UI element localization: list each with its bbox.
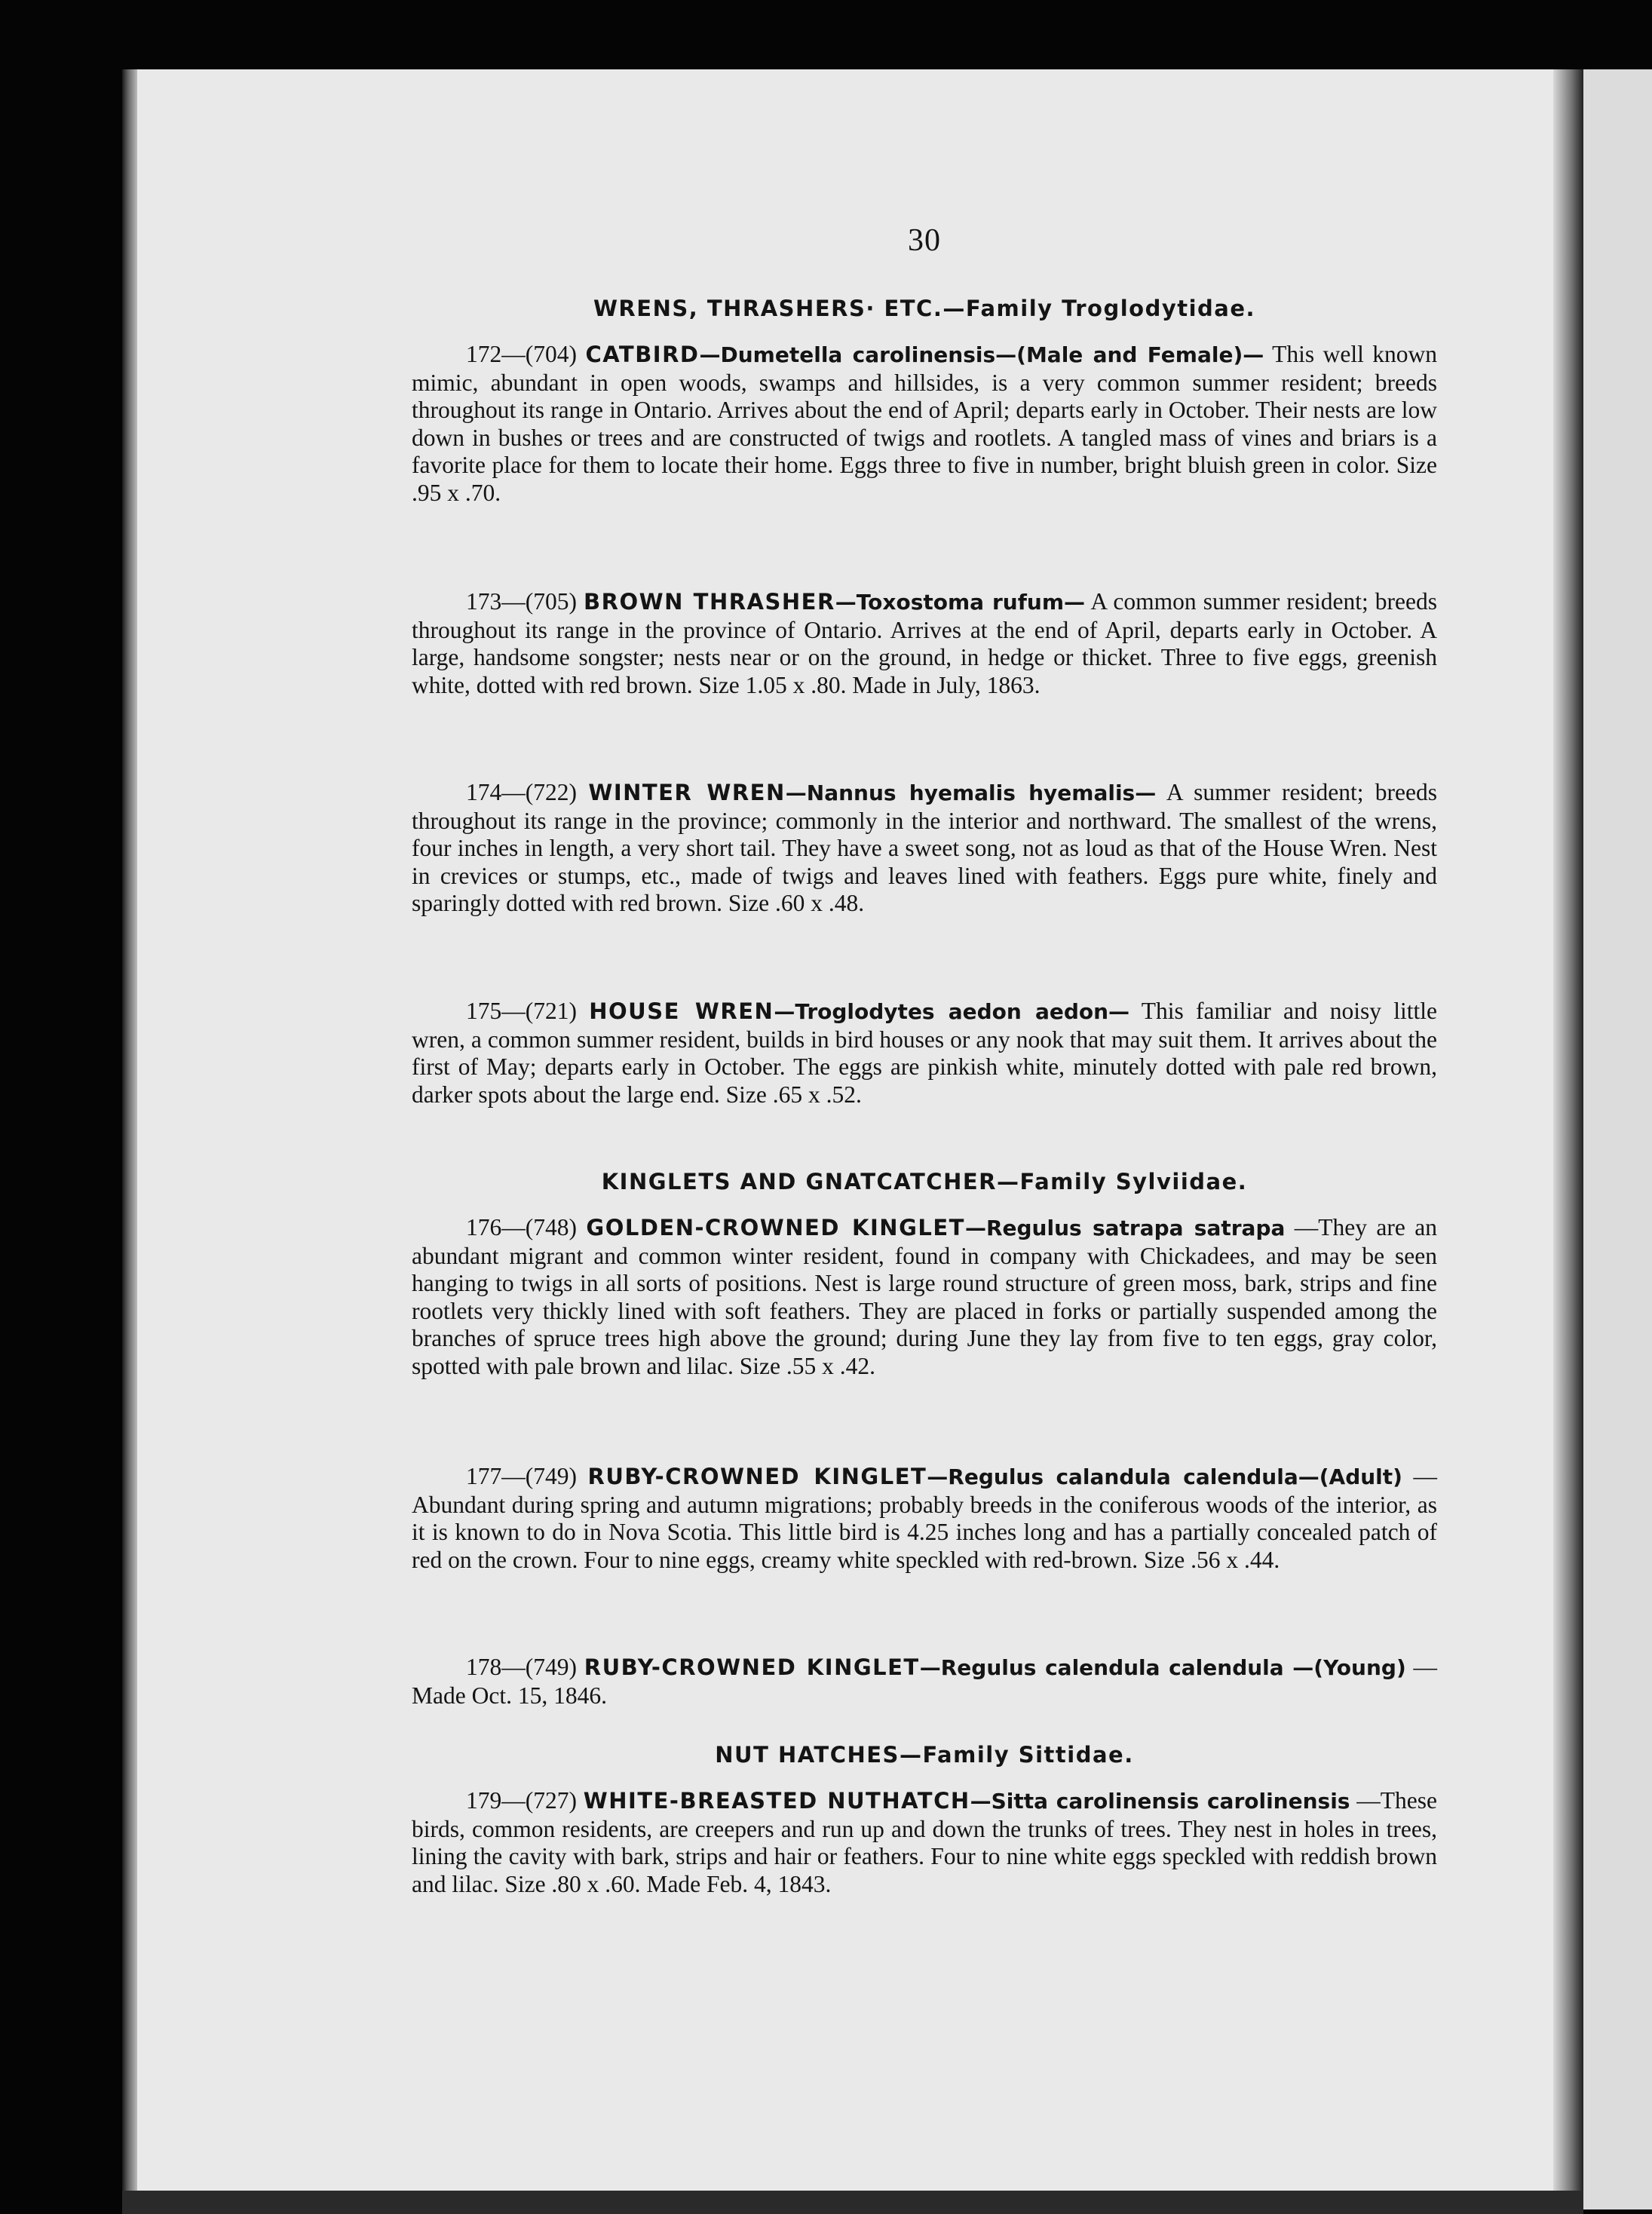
page-number: 30 bbox=[908, 223, 941, 258]
scientific-name: —Regulus satrapa satrapa bbox=[964, 1216, 1286, 1240]
catalog-entry bbox=[412, 1214, 1437, 1380]
section-heading: NUT HATCHES—Family Sittidae. bbox=[715, 1742, 1134, 1768]
catalog-entry bbox=[412, 998, 1437, 1109]
page-bottom-edge bbox=[122, 2191, 1583, 2214]
entry-description: —Made Oct. 15, 1846. bbox=[412, 1654, 1438, 1709]
bird-name: WINTER WREN bbox=[588, 780, 786, 805]
page-gutter bbox=[1553, 69, 1583, 2209]
entry-number: 174—(722) bbox=[466, 779, 577, 805]
catalog-entry bbox=[412, 779, 1437, 918]
entry-description: This well known mimic, abundant in open woods, swamps and hillsides, is a very common summer resident; breeds throughout its range in Ontario. Arrives about the end of April; departs early in October. Their nests are low down in bushes or trees and are constructed of twigs and rootlets. A tangled mass of vines and briars is a favorite place for them to locate their home. Eggs three to five in number, bright bluish green in color. Size .95 x .70. bbox=[412, 341, 1438, 506]
entry-description: This familiar and noisy little wren, a common summer resident, builds in bird houses or any nook that may suit them. It arrives about the first of May; departs early in October. The eggs are pinkish white, minutely dotted with pale red brown, darker spots about the large end. Size .65 x .52. bbox=[412, 998, 1437, 1108]
catalog-entry bbox=[412, 1654, 1437, 1710]
catalog-entry bbox=[412, 588, 1437, 699]
bird-name: WHITE-BREASTED NUTHATCH bbox=[583, 1788, 970, 1814]
entry-description: A common summer resident; breeds throughout its range in the province of Ontario. Arrives at the end of April, departs early in October. A large, handsome songster; nests near or on the ground, in hedge or thicket. Three to five eggs, greenish white, dotted with red brown. Size 1.05 x .80. Made in July, 1863. bbox=[412, 588, 1437, 698]
bird-name: CATBIRD bbox=[585, 342, 700, 367]
section-heading: WRENS, THRASHERS· ETC.—Family Troglodytidae. bbox=[593, 296, 1256, 321]
section-heading: KINGLETS AND GNATCATCHER—Family Sylviidae. bbox=[601, 1169, 1248, 1194]
entry-description: —They are an abundant migrant and common winter resident, found in company with Chickadees, and may be seen hanging to twigs in all sorts of positions. Nest is large round structure of green moss, bark, strips and fine rootlets very thickly lined with soft feathers. They are placed in forks or partially suspended among the branches of spruce trees high above the ground; during June they lay from five to ten eggs, gray color, spotted with pale brown and lilac. Size .55 x .42. bbox=[412, 1214, 1437, 1379]
page-left-edge bbox=[122, 69, 137, 2209]
entry-number: 178—(749) bbox=[466, 1654, 577, 1680]
scientific-name: —Nannus hyemalis hyemalis— bbox=[785, 780, 1157, 805]
scientific-name: —Sitta carolinensis carolinensis bbox=[970, 1789, 1350, 1814]
entry-number: 173—(705) bbox=[466, 588, 577, 615]
entry-description: —These birds, common residents, are creepers and run up and down the trunks of trees. They nest in holes in trees, lining the cavity with bark, strips and hair or feathers. Four to nine white eggs speckled with reddish brown and lilac. Size .80 x .60. Made Feb. 4, 1843. bbox=[412, 1787, 1437, 1897]
catalog-entry bbox=[412, 1463, 1437, 1574]
catalog-entry bbox=[412, 1787, 1437, 1898]
bird-name: GOLDEN-CROWNED KINGLET bbox=[586, 1215, 965, 1240]
scientific-name: —Troglodytes aedon aedon— bbox=[774, 999, 1130, 1024]
facing-page-edge bbox=[1583, 69, 1652, 2209]
scientific-name: —Regulus calendula calendula —(Young) bbox=[919, 1655, 1406, 1680]
scientific-name: —Regulus calandula calendula—(Adult) bbox=[927, 1464, 1402, 1489]
catalog-entry bbox=[412, 341, 1437, 507]
bird-name: BROWN THRASHER bbox=[584, 589, 835, 615]
entry-description: A summer resident; breeds throughout its range in the province; commonly in the interior and northward. The smallest of the wrens, four inches in length, a very short tail. They have a sweet song, not as loud as that of the House Wren. Nest in crevices or stumps, etc., made of twigs and leaves lined with feathers. Eggs pure white, finely and sparingly dotted with red brown. Size .60 x .48. bbox=[412, 779, 1438, 916]
entry-number: 179—(727) bbox=[466, 1787, 577, 1814]
entry-number: 177—(749) bbox=[466, 1463, 577, 1489]
scientific-name: —Toxostoma rufum— bbox=[835, 590, 1086, 615]
entry-number: 176—(748) bbox=[466, 1214, 577, 1240]
scientific-name: —Dumetella carolinensis—(Male and Female)— bbox=[699, 342, 1264, 367]
bird-name: RUBY-CROWNED KINGLET bbox=[587, 1464, 927, 1489]
entry-number: 175—(721) bbox=[466, 998, 577, 1024]
bird-name: HOUSE WREN bbox=[589, 998, 774, 1024]
bird-name: RUBY-CROWNED KINGLET bbox=[584, 1654, 920, 1680]
entry-number: 172—(704) bbox=[466, 341, 577, 367]
entry-description: —Abundant during spring and autumn migrations; probably breeds in the coniferous woods of the interior, as it is known to do in Nova Scotia. This little bird is 4.25 inches long and has a partially concealed patch of red on the crown. Four to nine eggs, creamy white speckled with red-brown. Size .56 x .44. bbox=[412, 1463, 1437, 1573]
